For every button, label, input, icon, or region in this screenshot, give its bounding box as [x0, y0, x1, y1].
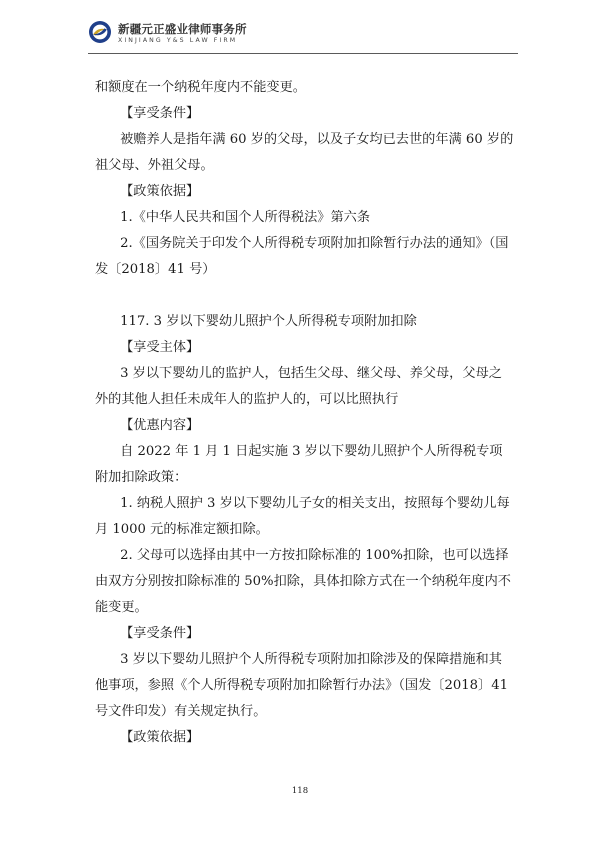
section-heading: 117. 3 岁以下婴幼儿照护个人所得税专项附加扣除 [120, 314, 417, 329]
blank-line [95, 283, 515, 309]
section-tag-policy-basis: 【政策依据】 [120, 184, 200, 199]
firm-logo-icon [88, 20, 112, 44]
page-header [88, 18, 518, 58]
list-item: 1. 纳税人照护 3 岁以下婴幼儿子女的相关支出，按照每个婴幼儿每月 1000 元的标准定额扣除。 [95, 496, 510, 537]
section-tag-subject: 【享受主体】 [120, 340, 200, 355]
page-number: 118 [291, 786, 309, 796]
section-tag-conditions: 【享受条件】 [120, 106, 200, 121]
body-text: 被赡养人是指年满 60 岁的父母，以及子女均已去世的年满 60 岁的祖父母、外祖父母。 [95, 132, 514, 173]
header-divider [88, 53, 518, 54]
policy-item: 1.《中华人民共和国个人所得税法》第六条 [120, 210, 371, 225]
body-text: 和额度在一个纳税年度内不能变更。 [95, 80, 306, 95]
body-text: 3 岁以下婴幼儿照护个人所得税专项附加扣除涉及的保障措施和其他事项，参照《个人所得税专项附加扣除暂行办法》（国发〔2018〕41 号文件印发）有关规定执行。 [95, 652, 508, 719]
list-item: 2. 父母可以选择由其中一方按扣除标准的 100%扣除，也可以选择由双方分别按扣除标准的 50%扣除，具体扣除方式在一个纳税年度内不能变更。 [95, 548, 511, 615]
firm-name: 新疆元正盛业律师事务所 [118, 22, 247, 36]
firm-name-english: XINJIANG Y&S LAW FIRM [118, 37, 238, 44]
section-tag-conditions: 【享受条件】 [120, 626, 200, 641]
body-text: 3 岁以下婴幼儿的监护人，包括生父母、继父母、养父母，父母之外的其他人担任未成年人的监护人的，可以比照执行 [95, 366, 502, 407]
body-text: 自 2022 年 1 月 1 日起实施 3 岁以下婴幼儿照护个人所得税专项附加扣除政策： [95, 444, 503, 485]
section-tag-content: 【优惠内容】 [120, 418, 200, 433]
section-tag-policy-basis: 【政策依据】 [120, 730, 200, 745]
document-body [95, 75, 515, 751]
policy-item: 2.《国务院关于印发个人所得税专项附加扣除暂行办法的通知》（国发〔2018〕41 号） [95, 236, 509, 277]
